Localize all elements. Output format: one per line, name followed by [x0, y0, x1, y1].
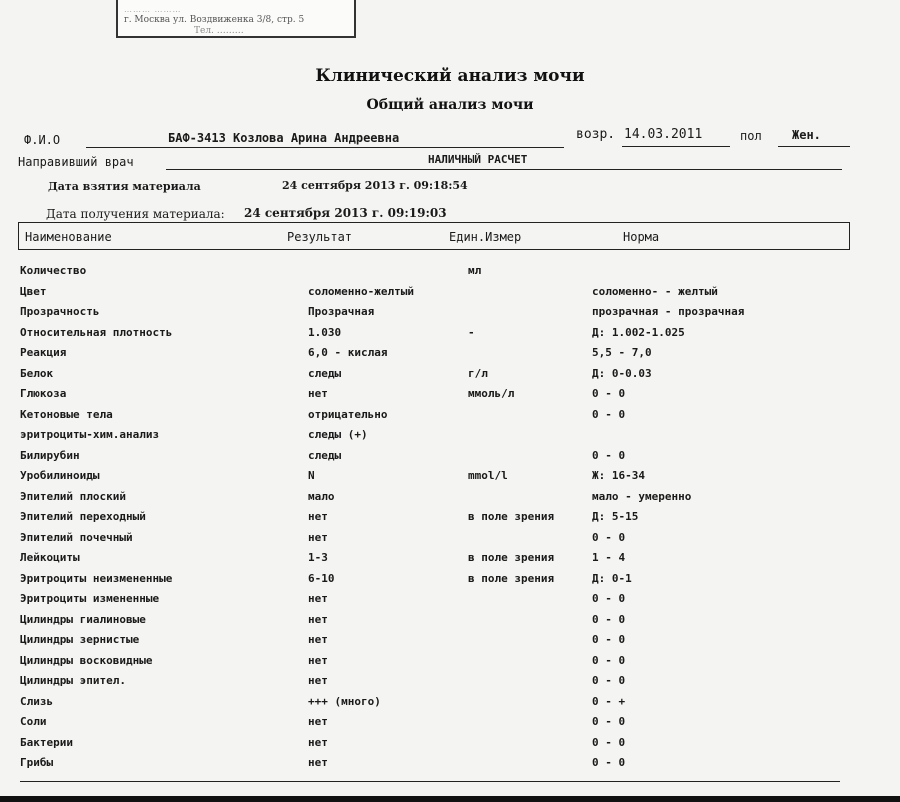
row-unit: в поле зрения	[468, 551, 555, 564]
table-row	[0, 408, 900, 428]
row-name: Цилиндры эпител.	[20, 674, 126, 687]
row-name: Прозрачность	[20, 305, 100, 318]
row-result: следы (+)	[308, 428, 368, 441]
doctor-underline	[166, 169, 842, 170]
table-row	[0, 613, 900, 633]
row-name: Цилиндры восковидные	[20, 653, 153, 667]
document-title: Клинический анализ мочи	[315, 66, 585, 86]
row-unit: -	[468, 325, 475, 339]
row-result: нет	[308, 612, 328, 626]
stamp-line-2: г. Москва ул. Воздвиженка 3/8, стр. 5	[124, 15, 305, 25]
row-name: Реакция	[20, 346, 67, 359]
table-row	[0, 387, 900, 407]
table-row	[0, 633, 900, 653]
table-row	[0, 449, 900, 469]
sex-value: Жен.	[792, 128, 821, 142]
row-name: Билирубин	[20, 448, 80, 462]
row-norm: Д: 5-15	[592, 510, 639, 523]
table-row	[0, 674, 900, 694]
row-norm: 0 - 0	[592, 756, 626, 769]
row-name: Цилиндры гиалиновые	[20, 612, 146, 626]
column-header-unit: Един.Измер	[449, 230, 522, 244]
row-norm: 0 - 0	[592, 674, 626, 687]
row-result: нет	[308, 510, 328, 523]
age-value: 14.03.2011	[624, 127, 703, 142]
scan-edge	[0, 796, 900, 802]
row-norm: 0 - 0	[592, 633, 626, 646]
row-name: Слизь	[20, 694, 54, 708]
row-result: нет	[308, 735, 328, 749]
row-name: Кетоновые тела	[20, 407, 113, 421]
row-name: Эритроциты неизмененные	[20, 571, 173, 585]
column-header-result: Результат	[287, 230, 353, 244]
row-result: нет	[308, 674, 328, 687]
row-name: Цвет	[20, 284, 47, 298]
table-row	[0, 469, 900, 489]
table-row	[0, 551, 900, 571]
row-norm: 0 - +	[592, 694, 626, 708]
row-norm: 0 - 0	[592, 530, 626, 544]
row-result: мало	[308, 489, 335, 503]
row-name: Бактерии	[20, 735, 73, 749]
row-norm: 0 - 0	[592, 448, 626, 462]
age-underline	[622, 146, 730, 147]
row-result: 6,0 - кислая	[308, 346, 388, 359]
row-norm: 0 - 0	[592, 653, 626, 667]
row-result: отрицательно	[308, 407, 388, 421]
row-unit: мл	[468, 264, 482, 277]
row-name: Уробилиноиды	[20, 469, 100, 482]
row-result: соломенно-желтый	[308, 284, 414, 298]
row-unit: в поле зрения	[468, 510, 555, 523]
row-result: Прозрачная	[308, 305, 375, 318]
row-norm: Д: 0-0.03	[592, 366, 652, 380]
doctor-value: НАЛИЧНЫЙ РАСЧЕТ	[428, 153, 528, 166]
stamp-line-1: ……… ………	[124, 5, 182, 14]
row-name: Лейкоциты	[20, 551, 80, 564]
row-result: нет	[308, 633, 328, 646]
row-result: нет	[308, 387, 328, 400]
row-norm: 5,5 - 7,0	[592, 346, 652, 359]
bottom-rule	[20, 781, 840, 782]
fio-label: Ф.И.О	[24, 133, 61, 147]
column-header-norm: Норма	[623, 230, 660, 244]
row-result: следы	[308, 448, 342, 462]
row-unit: в поле зрения	[468, 571, 555, 585]
row-name: Количество	[20, 264, 87, 277]
row-norm: Д: 0-1	[592, 571, 632, 585]
date-taken-label: Дата взятия материала	[48, 180, 201, 193]
fio-value: БАФ-3413 Козлова Арина Андреевна	[168, 131, 400, 145]
row-norm: 0 - 0	[592, 387, 626, 400]
table-row	[0, 264, 900, 284]
stamp-line-3: Тел. ………	[194, 26, 244, 36]
sex-label: пол	[740, 129, 762, 143]
row-name: Глюкоза	[20, 387, 67, 400]
row-result: нет	[308, 653, 328, 667]
row-unit: mmol/l	[468, 469, 508, 482]
row-result: следы	[308, 366, 342, 380]
table-row	[0, 346, 900, 366]
row-norm: Ж: 16-34	[592, 469, 645, 482]
table-row	[0, 531, 900, 551]
date-taken-value: 24 сентября 2013 г. 09:18:54	[282, 179, 468, 192]
table-row	[0, 572, 900, 592]
row-unit: г/л	[468, 366, 488, 380]
row-result: +++ (много)	[308, 694, 381, 708]
column-header-name: Наименование	[25, 230, 112, 244]
table-row	[0, 490, 900, 510]
document-subtitle: Общий анализ мочи	[366, 97, 534, 113]
row-unit: ммоль/л	[468, 387, 515, 400]
table-row	[0, 715, 900, 735]
table-row	[0, 736, 900, 756]
row-norm: прозрачная - прозрачная	[592, 305, 745, 318]
table-row	[0, 285, 900, 305]
table-row	[0, 326, 900, 346]
row-result: нет	[308, 530, 328, 544]
row-name: Грибы	[20, 756, 54, 769]
date-received-value: 24 сентября 2013 г. 09:19:03	[244, 206, 447, 220]
row-name: Белок	[20, 366, 54, 380]
row-norm: 0 - 0	[592, 735, 626, 749]
row-norm: 0 - 0	[592, 612, 626, 626]
clinic-stamp	[116, 0, 356, 38]
row-result: N	[308, 469, 315, 482]
row-result: нет	[308, 756, 328, 769]
row-result: 1.030	[308, 325, 342, 339]
row-norm: соломенно- - желтый	[592, 284, 718, 298]
row-name: Относительная плотность	[20, 325, 173, 339]
table-row	[0, 654, 900, 674]
age-label: возр.	[576, 127, 616, 142]
table-row	[0, 695, 900, 715]
row-result: нет	[308, 592, 328, 605]
row-name: Цилиндры зернистые	[20, 633, 140, 646]
row-name: Эпителий почечный	[20, 530, 133, 544]
row-result: 1-3	[308, 551, 328, 564]
table-row	[0, 592, 900, 612]
table-row	[0, 510, 900, 530]
row-name: Эпителий плоский	[20, 489, 126, 503]
row-norm: 0 - 0	[592, 715, 626, 728]
table-row	[0, 305, 900, 325]
date-received-label: Дата получения материала:	[46, 207, 225, 221]
table-header	[18, 222, 850, 250]
row-norm: 0 - 0	[592, 592, 626, 605]
table-row	[0, 428, 900, 448]
doctor-label: Направивший врач	[18, 155, 134, 169]
sex-underline	[778, 146, 850, 147]
table-row	[0, 756, 900, 776]
row-result: нет	[308, 715, 328, 728]
table-row	[0, 367, 900, 387]
row-norm: Д: 1.002-1.025	[592, 325, 685, 339]
row-norm: 1 - 4	[592, 551, 626, 564]
row-name: Эритроциты измененные	[20, 592, 160, 605]
row-name: Эпителий переходный	[20, 510, 146, 523]
row-name: эритроциты-хим.анализ	[20, 428, 160, 441]
row-norm: мало - умеренно	[592, 489, 692, 503]
row-name: Соли	[20, 715, 47, 728]
fio-underline	[86, 147, 564, 148]
row-norm: 0 - 0	[592, 407, 626, 421]
row-result: 6-10	[308, 571, 335, 585]
